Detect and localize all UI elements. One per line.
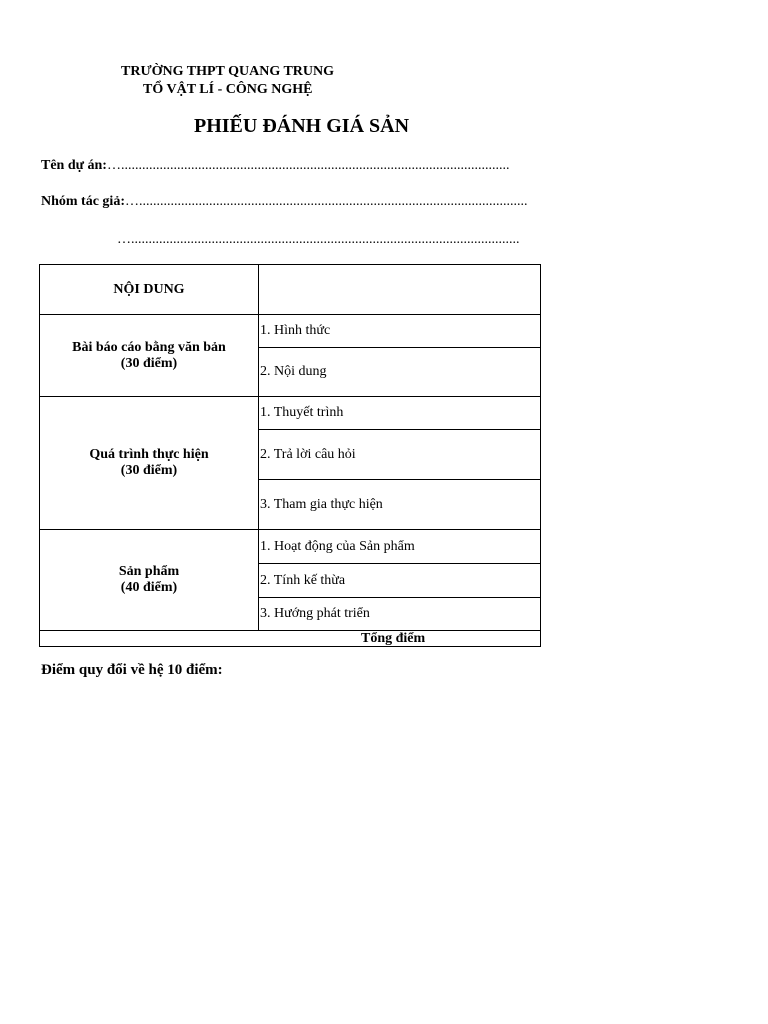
criteria-header (259, 265, 541, 315)
authors-field (41, 193, 528, 211)
table-row (40, 530, 541, 564)
table-row (40, 397, 541, 430)
total-row (40, 631, 541, 647)
criterion-cell: 3. Hướng phát triển (259, 598, 541, 631)
authors-continued-blank: …............................................................................................................... (117, 232, 520, 247)
table-row (40, 315, 541, 348)
table-header-row (40, 265, 541, 315)
department-name: TỔ VẬT LÍ - CÔNG NGHỆ (143, 82, 313, 97)
criterion-cell: 1. Hình thức (259, 315, 541, 348)
criterion-cell: 2. Tính kế thừa (259, 564, 541, 598)
criterion-cell: 1. Hoạt động của Sản phẩm (259, 530, 541, 564)
project-name-label: Tên dự án: (41, 158, 107, 173)
section-points: (30 điểm) (120, 463, 178, 478)
section-title: Bài báo cáo bằng văn bản (72, 339, 226, 355)
section-process (40, 397, 259, 530)
section-title: Quá trình thực hiện (89, 447, 209, 462)
section-points: (30 điểm) (120, 355, 178, 371)
total-label: Tổng điểm (40, 631, 541, 647)
section-title: Sản phẩm (118, 564, 180, 579)
converted-score-label: Điểm quy đổi về hệ 10 điểm: (41, 662, 223, 678)
authors-continued-field (117, 231, 520, 249)
criterion-cell: 1. Thuyết trình (259, 397, 541, 430)
criterion-cell: 3. Tham gia thực hiện (259, 480, 541, 530)
criterion-cell: 2. Nội dung (259, 348, 541, 397)
project-name-field (41, 157, 510, 175)
school-name: TRƯỜNG THPT QUANG TRUNG (121, 64, 335, 79)
section-points: (40 điểm) (120, 580, 178, 595)
project-name-blank: …............................................................................................................... (106, 158, 510, 173)
section-product (40, 530, 259, 631)
page-title: PHIẾU ĐÁNH GIÁ SẢN (194, 115, 410, 137)
authors-label: Nhóm tác giả: (41, 194, 125, 209)
section-report (40, 315, 259, 397)
evaluation-table (39, 264, 541, 647)
content-header: NỘI DUNG (40, 265, 259, 315)
authors-blank: …............................................................................................................... (125, 194, 528, 209)
criterion-cell: 2. Trả lời câu hỏi (259, 430, 541, 480)
